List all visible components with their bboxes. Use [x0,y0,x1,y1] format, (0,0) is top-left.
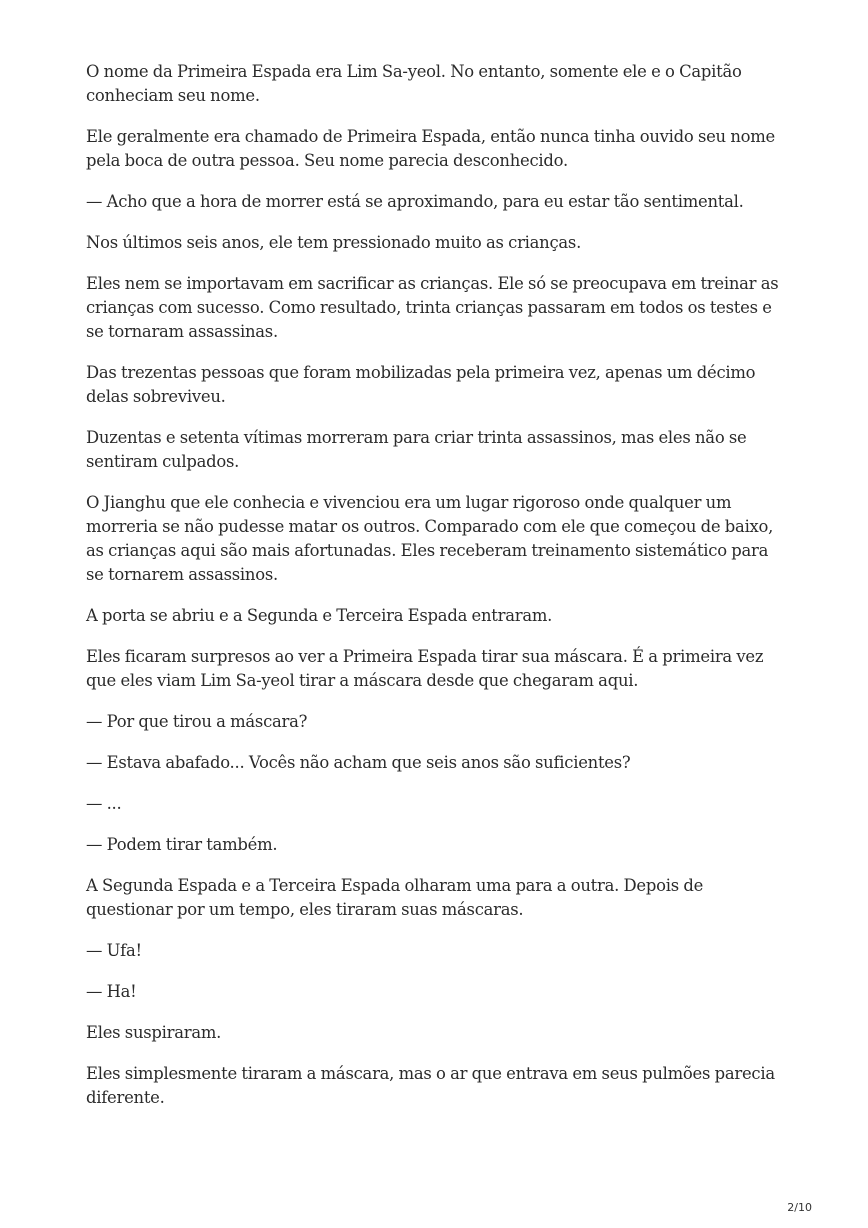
document-page [86,60,786,1127]
paragraph: A Segunda Espada e a Terceira Espada olharam uma para a outra. Depois de questionar por um tempo, eles tiraram suas máscaras. [86,876,704,919]
paragraph: — Por que tirou a máscara? [86,712,308,731]
paragraph: — Podem tirar também. [86,835,278,854]
paragraph: — Ufa! [86,941,142,960]
paragraph: Nos últimos seis anos, ele tem pressionado muito as crianças. [86,233,582,252]
paragraph: — Ha! [86,982,137,1001]
paragraph: — ... [86,794,122,813]
paragraph: Eles nem se importavam em sacrificar as crianças. Ele só se preocupava em treinar as crianças com sucesso. Como resultado, trinta crianças passaram em todos os testes e se tornaram assassinas. [86,274,779,341]
paragraph: Duzentas e setenta vítimas morreram para criar trinta assassinos, mas eles não se sentiram culpados. [86,428,747,471]
paragraph: Ele geralmente era chamado de Primeira Espada, então nunca tinha ouvido seu nome pela boca de outra pessoa. Seu nome parecia desconhecido. [86,127,775,170]
paragraph: — Acho que a hora de morrer está se aproximando, para eu estar tão sentimental. [86,192,744,211]
page-number: 2/10 [787,1201,812,1214]
paragraph: — Estava abafado... Vocês não acham que seis anos são suficientes? [86,753,631,772]
paragraph: Das trezentas pessoas que foram mobilizadas pela primeira vez, apenas um décimo delas sobreviveu. [86,363,756,406]
paragraph: O nome da Primeira Espada era Lim Sa-yeol. No entanto, somente ele e o Capitão conheciam seu nome. [86,62,742,105]
paragraph: A porta se abriu e a Segunda e Terceira Espada entraram. [86,606,553,625]
paragraph: Eles suspiraram. [86,1023,222,1042]
paragraph: O Jianghu que ele conhecia e vivenciou era um lugar rigoroso onde qualquer um morreria se não pudesse matar os outros. Comparado com ele que começou de baixo, as crianças aqui são mais afortunadas. Eles receberam treinamento sistemático para se tornarem assassinos. [86,493,774,584]
paragraph: Eles ficaram surpresos ao ver a Primeira Espada tirar sua máscara. É a primeira vez que eles viam Lim Sa-yeol tirar a máscara desde que chegaram aqui. [86,647,764,690]
paragraph: Eles simplesmente tiraram a máscara, mas o ar que entrava em seus pulmões parecia diferente. [86,1064,775,1107]
